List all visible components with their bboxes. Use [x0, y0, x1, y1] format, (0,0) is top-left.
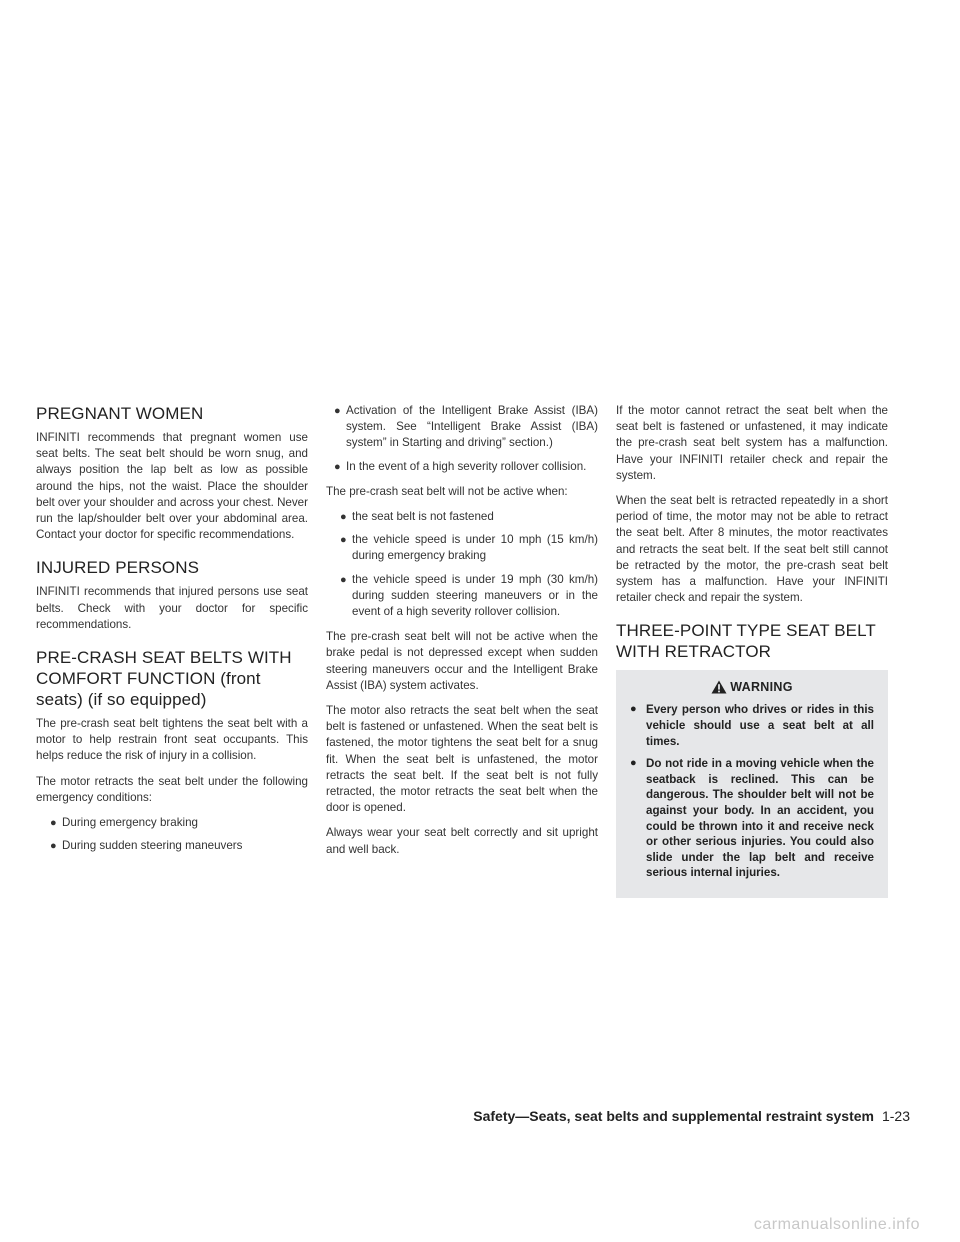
- list-item: ● Do not ride in a moving vehicle when the seatback is reclined. This can be dangerous. The shoulder belt will not be against your body. In an accident, you could be thrown into it and receive neck or other serious injuries. You could also slide under the lap belt and receive serious internal injuries.: [630, 757, 874, 880]
- bullet-icon: ●: [50, 840, 57, 853]
- column-middle: [326, 403, 598, 867]
- paragraph-not-active-when: The pre-crash seat belt will not be active when:: [326, 484, 568, 498]
- list-item: ● During emergency braking: [36, 815, 308, 831]
- warning-triangle-icon: [711, 680, 727, 694]
- warning-box: [616, 670, 888, 898]
- warning-header: [630, 680, 874, 694]
- list-item: ● the vehicle speed is under 10 mph (15 km/h) during emergency braking: [340, 533, 598, 563]
- heading-three-point-belt: THREE-POINT TYPE SEAT BELT WITH RETRACTOR: [616, 621, 876, 662]
- paragraph-pre-crash-intro: The pre-crash seat belt tightens the seat belt with a motor to help restrain front seat occupants. This helps reduce the risk of injury in a collision.: [36, 717, 308, 763]
- list-item: ● During sudden steering maneuvers: [36, 838, 308, 854]
- heading-pre-crash-seat-belts: PRE-CRASH SEAT BELTS WITH COMFORT FUNCTION (front seats) (if so equipped): [36, 648, 292, 710]
- list-item: ● Activation of the Intelligent Brake Assist (IBA) system. See “Intelligent Brake Assist (IBA) system” in Starting and driving” section.): [334, 404, 598, 450]
- list-not-active-conditions: [326, 509, 598, 620]
- bullet-icon: ●: [630, 757, 637, 770]
- paragraph-always-wear: Always wear your seat belt correctly and sit upright and well back.: [326, 826, 598, 856]
- paragraph-retracted-repeatedly: When the seat belt is retracted repeatedly in a short period of time, the motor may not be able to retract the seat belt. After 8 minutes, the motor reactivates and retracts the seat belt. If the seat belt still cannot be retracted by the motor, the pre-crash seat belt system has a malfunction. Have your INFINITI retailer check and repair the system.: [616, 494, 888, 605]
- bullet-icon: ●: [334, 405, 341, 417]
- bullet-icon: ●: [340, 511, 347, 524]
- bullet-icon: ●: [340, 534, 347, 547]
- heading-pregnant-women: PREGNANT WOMEN: [36, 404, 204, 423]
- list-item: ● the vehicle speed is under 19 mph (30 km/h) during sudden steering maneuvers or in the event of a high severity rollover collision.: [340, 572, 598, 619]
- warning-list: [630, 702, 874, 881]
- list-emergency-conditions-cont: [326, 403, 598, 475]
- bullet-icon: ●: [340, 573, 347, 586]
- warning-title: WARNING: [730, 680, 793, 695]
- paragraph-pregnant-women: INFINITI recommends that pregnant women use seat belts. The seat belt should be worn snug, and always position the lap belt as low as possible around the hips, not the waist. Place the shoulder belt over your shoulder and across your chest. Never run the lap/shoulder belt over your abdominal area. Contact your doctor for specific recommendations.: [36, 431, 308, 542]
- bullet-icon: ●: [630, 703, 637, 716]
- heading-injured-persons: INJURED PERSONS: [36, 558, 200, 578]
- list-emergency-conditions: [36, 815, 308, 854]
- column-right: [616, 403, 888, 898]
- page-number: 1-23: [881, 1108, 910, 1124]
- column-left: [36, 403, 308, 863]
- paragraph-motor-also-retracts: The motor also retracts the seat belt when the seat belt is fastened or unfastened. When the seat belt is fastened, the motor tightens the seat belt for a snug fit. When the seat belt is unfastened, the motor retracts the seat belt. If the seat belt is not fully retracted, the motor retracts the seat belt when the door is opened.: [326, 704, 598, 815]
- list-item: ● In the event of a high severity rollover collision.: [326, 459, 598, 475]
- list-item: ● Every person who drives or rides in this vehicle should use a seat belt at all times.: [630, 703, 874, 748]
- paragraph-motor-retracts: The motor retracts the seat belt under the following emergency conditions:: [36, 774, 308, 804]
- list-item: ● the seat belt is not fastened: [326, 509, 598, 525]
- watermark: carmanualsonline.info: [753, 1216, 920, 1233]
- bullet-icon: ●: [334, 460, 341, 473]
- footer-section-title: Safety—Seats, seat belts and supplemental restraint system: [473, 1108, 874, 1124]
- paragraph-malfunction: If the motor cannot retract the seat belt when the seat belt is fastened or unfastened, it may indicate the pre-crash seat belt system has a malfunction. Have your INFINITI retailer check and repair the system.: [616, 404, 888, 482]
- page-footer: [473, 1108, 910, 1124]
- paragraph-injured-persons: INFINITI recommends that injured persons use seat belts. Check with your doctor for specific recommendations.: [36, 585, 308, 631]
- paragraph-brake-pedal: The pre-crash seat belt will not be active when the brake pedal is not depressed except when sudden steering maneuvers occur and the Intelligent Brake Assist (IBA) system activates.: [326, 630, 598, 692]
- bullet-icon: ●: [50, 817, 57, 830]
